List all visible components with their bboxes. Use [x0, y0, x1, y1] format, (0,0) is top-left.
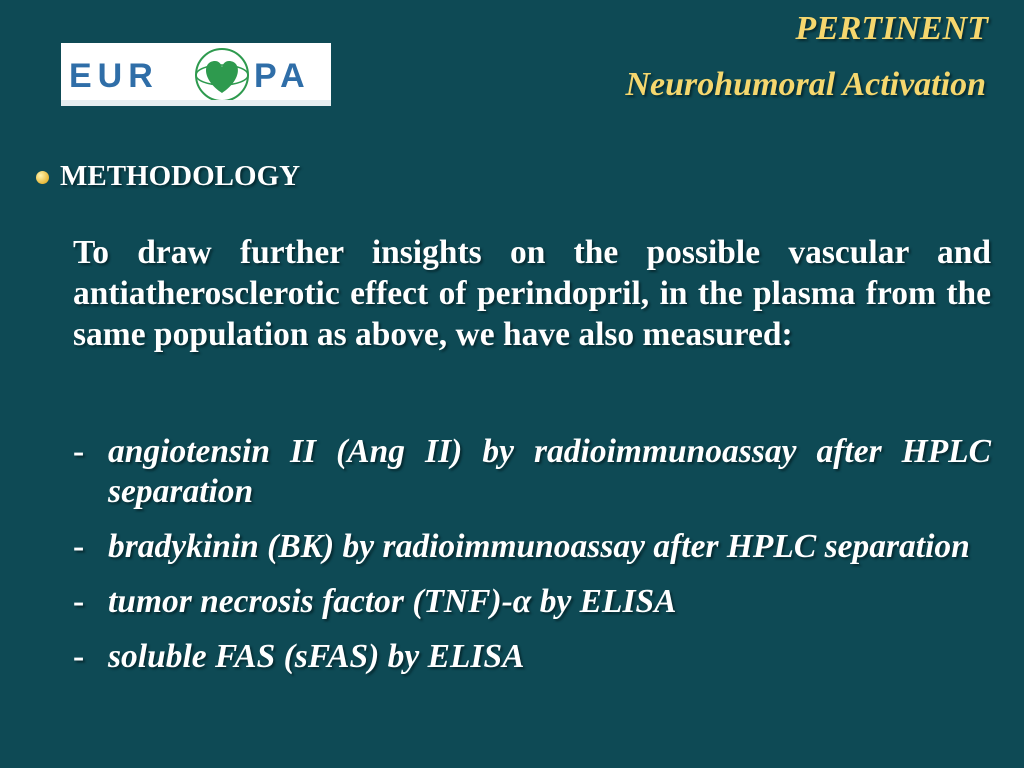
europa-logo — [61, 43, 331, 106]
section-heading: METHODOLOGY — [60, 160, 301, 192]
dash-marker: - — [73, 528, 85, 565]
list-item — [73, 527, 991, 567]
bullet-icon — [36, 171, 49, 184]
list-item — [73, 637, 991, 677]
slide-subtitle: Neurohumoral Activation — [625, 66, 986, 103]
logo-text-right: PA — [254, 57, 311, 95]
list-item — [73, 582, 991, 622]
slide-title: PERTINENT — [795, 10, 988, 47]
list-item — [73, 432, 991, 512]
dash-marker: - — [73, 583, 85, 620]
list-item-text: angiotensin II (Ang II) by radioimmunoassay after HPLC separation — [108, 433, 991, 510]
dash-marker: - — [73, 433, 85, 470]
dash-marker: - — [73, 638, 85, 675]
intro-paragraph: To draw further insights on the possible vascular and antiatherosclerotic effect of perindopril, in the plasma from the same population as above, we have also measured: — [73, 234, 991, 353]
methodology-section — [36, 160, 300, 193]
list-item-text: bradykinin (BK) by radioimmunoassay after HPLC separation — [108, 528, 970, 565]
list-item-text: soluble FAS (sFAS) by ELISA — [108, 638, 525, 675]
measurement-list — [73, 432, 991, 692]
logo-text-left: EUR — [69, 57, 159, 95]
list-item-text: tumor necrosis factor (TNF)-α by ELISA — [108, 583, 677, 620]
